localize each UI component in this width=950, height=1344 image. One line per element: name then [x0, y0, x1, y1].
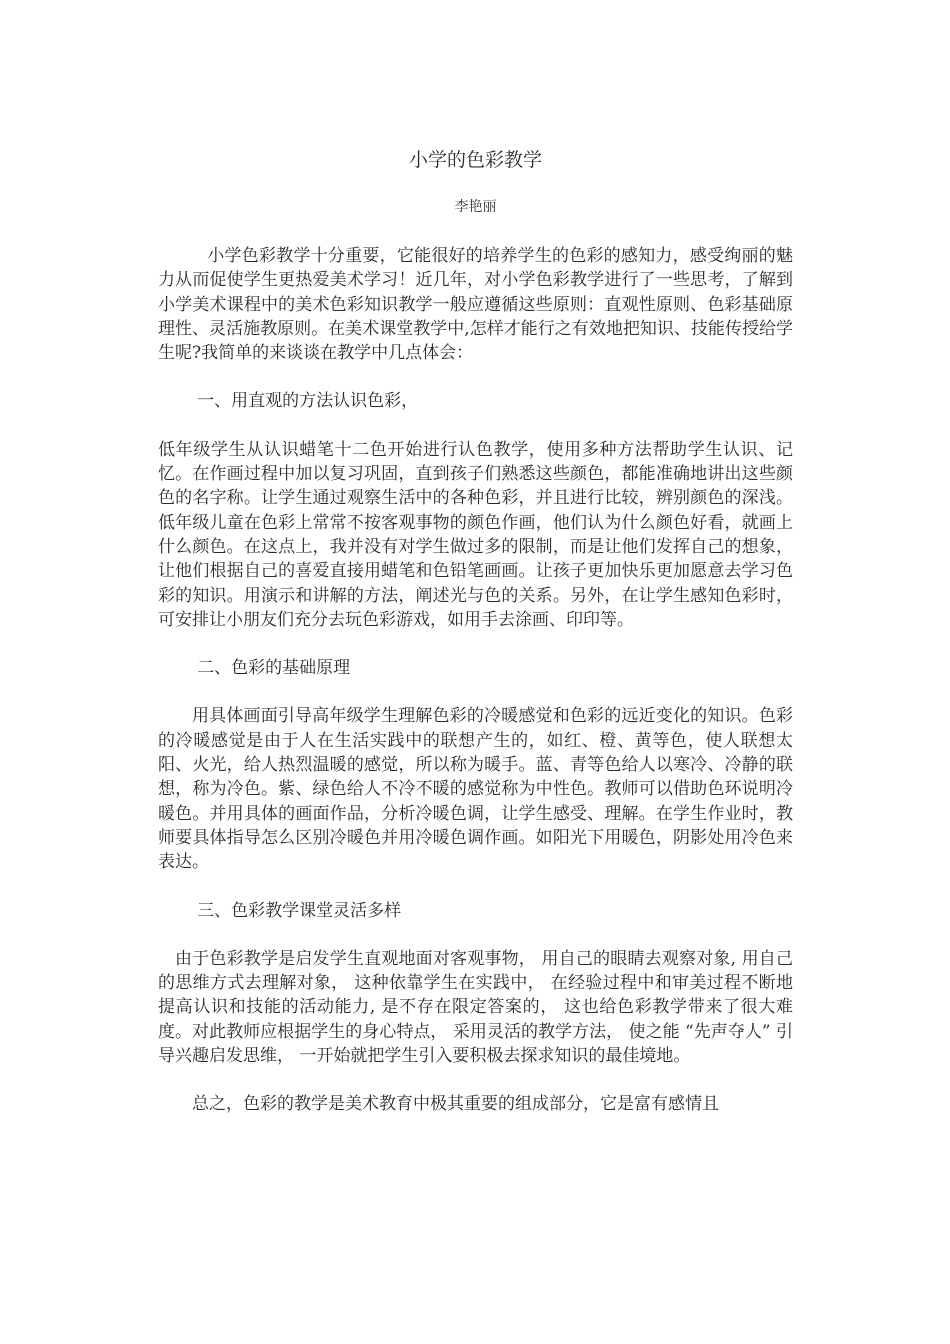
document-title: 小学的色彩教学: [408, 149, 542, 171]
section1-heading: 一、用直观的方法认识色彩，: [197, 391, 419, 412]
section2-paragraph: 用具体画面引导高年级学生理解色彩的冷暖感觉和色彩的远近变化的知识。色彩的冷暖感觉是由于人在生活实践中的联想产生的，如红、橙、黄等色，使人联想太阳、火光，给人热烈温暖的感觉，所以称为暖手。蓝、青等色给人以寒冷、冷静的联想，称为冷色。紫、绿色给人不冷不暖的感觉称为中性色。教师可以借助色环说明冷暖色。并用具体的画面作品，分析冷暖色调，让学生感受、理解。在学生作业时，教师要具体指导怎么区别冷暖色并用冷暖色调作画。如阳光下用暖色，阴影处用冷色来表达。: [158, 706, 793, 873]
section2-heading: 二、色彩的基础原理: [197, 658, 351, 679]
document-author: 李艳丽: [454, 199, 497, 215]
intro-paragraph: 小学色彩教学十分重要，它能很好的培养学生的色彩的感知力，感受绚丽的魅力从而促使学生更热爱美术学习！近几年，对小学色彩教学进行了一些思考，了解到小学美术课程中的美术色彩知识教学一般应遵循这些原则：直观性原则、色彩基础原理性、灵活施教原则。在美术课堂教学中,怎样才能行之有效地把知识、技能传授给学生呢?我简单的来谈谈在教学中几点体会：: [158, 246, 793, 364]
conclusion-paragraph: 总之，色彩的教学是美术教育中极其重要的组成部分，它是富有感情且: [192, 1094, 719, 1115]
section3-heading: 三、色彩教学课堂灵活多样: [197, 900, 402, 921]
section1-paragraph: 低年级学生从认识蜡笔十二色开始进行认色教学，使用多种方法帮助学生认识、记忆。在作画过程中加以复习巩固，直到孩子们熟悉这些颜色，都能准确地讲出这些颜色的名字称。让学生通过观察生活中的各种色彩，并且进行比较，辨别颜色的深浅。低年级儿童在色彩上常常不按客观事物的颜色作画，他们认为什么颜色好看，就画上什么颜色。在这点上，我并没有对学生做过多的限制，而是让他们发挥自己的想象，让他们根据自己的喜爱直接用蜡笔和色铅笔画画。让孩子更加快乐更加愿意去学习色彩的知识。用演示和讲解的方法，阐述光与色的关系。另外，在让学生感知色彩时，可安排让小朋友们充分去玩色彩游戏，如用手去涂画、印印等。: [158, 439, 793, 630]
document-body: [158, 244, 793, 1141]
section3-paragraph: 由于色彩教学是启发学生直观地面对客观事物， 用自己的眼睛去观察对象, 用自己的思维方式去理解对象， 这种依靠学生在实践中， 在经验过程中和审美过程不断地提高认识和技能的活动能力, 是不存在限定答案的， 这也给色彩教学带来了很大难度。对此教师应根据学生的身心特点， 采用灵活的教学方法， 使之能 “先声夺人” 引导兴趣启发思维， 一开始就把学生引入要积极去探求知识的最佳境地。: [158, 948, 793, 1067]
